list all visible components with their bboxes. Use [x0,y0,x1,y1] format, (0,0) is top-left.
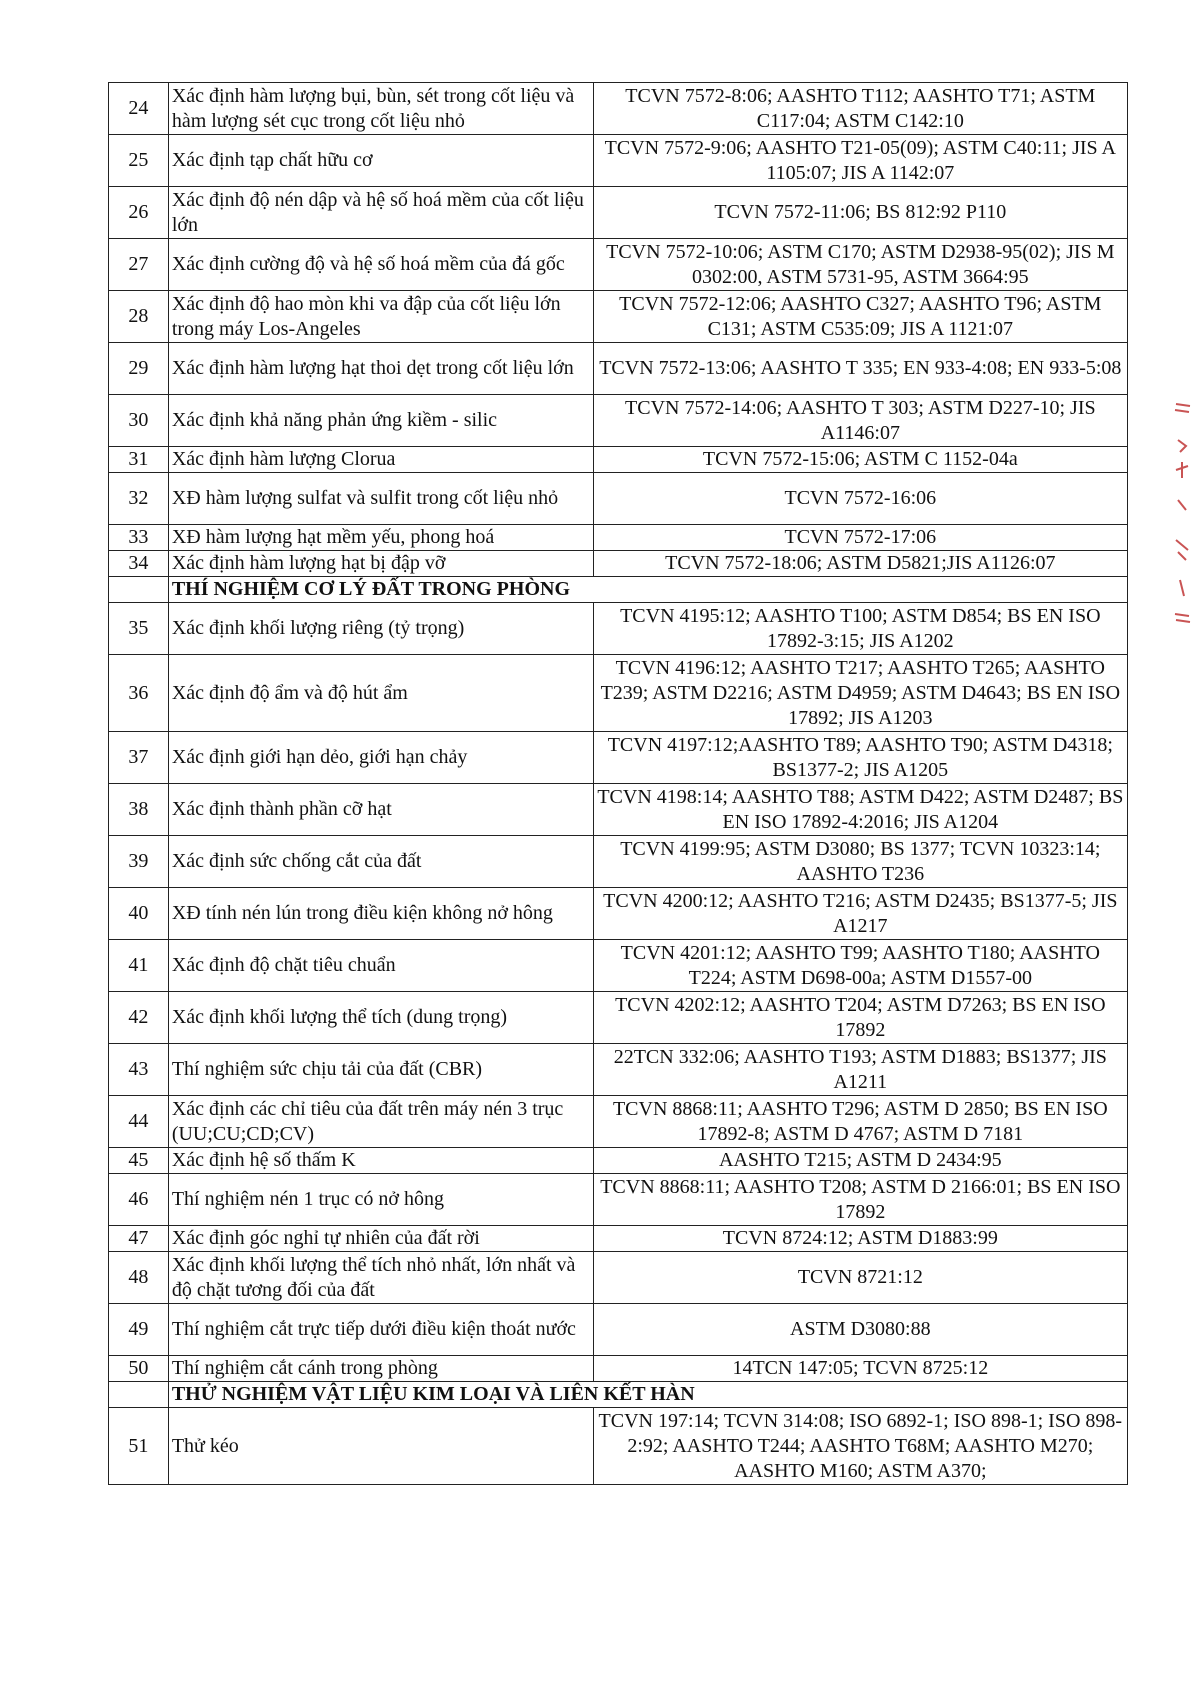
test-name: Xác định hàm lượng hạt thoi dẹt trong cốt liệu lớn [168,343,593,395]
test-name: XĐ tính nén lún trong điều kiện không nở hông [168,888,593,940]
standard-refs: TCVN 7572-17:06 [593,525,1127,551]
row-number: 28 [109,291,169,343]
test-name: Thử kéo [168,1408,593,1485]
test-name: Thí nghiệm sức chịu tải của đất (CBR) [168,1044,593,1096]
row-number: 31 [109,447,169,473]
section-row [109,1382,1128,1408]
standard-refs: TCVN 4199:95; ASTM D3080; BS 1377; TCVN 10323:14; AASHTO T236 [593,836,1127,888]
test-name: XĐ hàm lượng sulfat và sulfit trong cốt liệu nhỏ [168,473,593,525]
row-number: 40 [109,888,169,940]
test-name: Xác định thành phần cỡ hạt [168,784,593,836]
table-row [109,135,1128,187]
test-name: Xác định các chỉ tiêu của đất trên máy nén 3 trục (UU;CU;CD;CV) [168,1096,593,1148]
test-name: Xác định khả năng phản ứng kiềm - silic [168,395,593,447]
standard-refs: TCVN 4202:12; AASHTO T204; ASTM D7263; BS EN ISO 17892 [593,992,1127,1044]
test-name: Xác định độ hao mòn khi va đập của cốt liệu lớn trong máy Los-Angeles [168,291,593,343]
table-row [109,473,1128,525]
table-row [109,888,1128,940]
standard-refs: TCVN 4197:12;AASHTO T89; AASHTO T90; ASTM D4318; BS1377-2; JIS A1205 [593,732,1127,784]
table-row [109,447,1128,473]
test-name: Xác định khối lượng riêng (tỷ trọng) [168,603,593,655]
row-number: 45 [109,1148,169,1174]
row-number: 29 [109,343,169,395]
row-number: 25 [109,135,169,187]
test-name: Xác định hàm lượng bụi, bùn, sét trong cốt liệu và hàm lượng sét cục trong cốt liệu nhỏ [168,83,593,135]
standard-refs: TCVN 197:14; TCVN 314:08; ISO 6892-1; ISO 898-1; ISO 898-2:92; AASHTO T244; AASHTO T68M; AASHTO M270; AASHTO M160; ASTM A370; [593,1408,1127,1485]
standard-refs: TCVN 4198:14; AASHTO T88; ASTM D422; ASTM D2487; BS EN ISO 17892-4:2016; JIS A1204 [593,784,1127,836]
standard-refs: TCVN 7572-16:06 [593,473,1127,525]
table-row [109,655,1128,732]
table-row [109,603,1128,655]
section-row [109,577,1128,603]
standard-refs: TCVN 7572-11:06; BS 812:92 P110 [593,187,1127,239]
table-row [109,1044,1128,1096]
section-title-soil: THÍ NGHIỆM CƠ LÝ ĐẤT TRONG PHÒNG [168,577,1127,603]
row-number: 43 [109,1044,169,1096]
table-row [109,1356,1128,1382]
standard-refs: TCVN 7572-13:06; AASHTO T 335; EN 933-4:08; EN 933-5:08 [593,343,1127,395]
row-number: 47 [109,1226,169,1252]
table-row [109,732,1128,784]
row-number: 38 [109,784,169,836]
row-number: 36 [109,655,169,732]
table-row [109,83,1128,135]
row-number: 51 [109,1408,169,1485]
table-row [109,1304,1128,1356]
standard-refs: TCVN 8721:12 [593,1252,1127,1304]
row-number: 27 [109,239,169,291]
test-name: Xác định độ chặt tiêu chuẩn [168,940,593,992]
table-row [109,525,1128,551]
table-row [109,992,1128,1044]
table-row [109,1096,1128,1148]
table-row [109,187,1128,239]
test-name: Xác định hàm lượng Clorua [168,447,593,473]
test-name: Xác định độ ẩm và độ hút ẩm [168,655,593,732]
standard-refs: TCVN 4201:12; AASHTO T99; AASHTO T180; AASHTO T224; ASTM D698-00a; ASTM D1557-00 [593,940,1127,992]
row-number: 33 [109,525,169,551]
standard-refs: 14TCN 147:05; TCVN 8725:12 [593,1356,1127,1382]
table-row [109,1174,1128,1226]
standard-refs: TCVN 7572-14:06; AASHTO T 303; ASTM D227-10; JIS A1146:07 [593,395,1127,447]
row-number: 32 [109,473,169,525]
standards-table [108,82,1128,1485]
standard-refs: TCVN 7572-12:06; AASHTO C327; AASHTO T96; ASTM C131; ASTM C535:09; JIS A 1121:07 [593,291,1127,343]
table-row [109,291,1128,343]
row-number: 26 [109,187,169,239]
standard-refs: TCVN 7572-15:06; ASTM C 1152-04a [593,447,1127,473]
table-row [109,239,1128,291]
row-number: 49 [109,1304,169,1356]
standard-refs: TCVN 8868:11; AASHTO T296; ASTM D 2850; BS EN ISO 17892-8; ASTM D 4767; ASTM D 7181 [593,1096,1127,1148]
table-row [109,1408,1128,1485]
standard-refs: TCVN 4196:12; AASHTO T217; AASHTO T265; AASHTO T239; ASTM D2216; ASTM D4959; ASTM D4643; BS EN ISO 17892; JIS A1203 [593,655,1127,732]
row-number: 50 [109,1356,169,1382]
standard-refs: TCVN 4200:12; AASHTO T216; ASTM D2435; BS1377-5; JIS A1217 [593,888,1127,940]
row-number: 39 [109,836,169,888]
table-row [109,1252,1128,1304]
row-number: 35 [109,603,169,655]
table-row [109,1148,1128,1174]
row-number: 37 [109,732,169,784]
row-number: 48 [109,1252,169,1304]
row-number: 44 [109,1096,169,1148]
row-number: 24 [109,83,169,135]
test-name: Xác định hàm lượng hạt bị đập vỡ [168,551,593,577]
standard-refs: TCVN 8724:12; ASTM D1883:99 [593,1226,1127,1252]
stamp-fragment-icon [1172,400,1192,630]
table-row [109,551,1128,577]
test-name: Xác định hệ số thấm K [168,1148,593,1174]
row-number: 42 [109,992,169,1044]
standard-refs: 22TCN 332:06; AASHTO T193; ASTM D1883; BS1377; JIS A1211 [593,1044,1127,1096]
row-number: 46 [109,1174,169,1226]
standard-refs: AASHTO T215; ASTM D 2434:95 [593,1148,1127,1174]
section-title-metal: THỬ NGHIỆM VẬT LIỆU KIM LOẠI VÀ LIÊN KẾT HÀN [168,1382,1127,1408]
standard-refs: TCVN 4195:12; AASHTO T100; ASTM D854; BS EN ISO 17892-3:15; JIS A1202 [593,603,1127,655]
standard-refs: TCVN 7572-9:06; AASHTO T21-05(09); ASTM C40:11; JIS A 1105:07; JIS A 1142:07 [593,135,1127,187]
standard-refs: TCVN 7572-8:06; AASHTO T112; AASHTO T71; ASTM C117:04; ASTM C142:10 [593,83,1127,135]
row-number: 30 [109,395,169,447]
test-name: Xác định giới hạn dẻo, giới hạn chảy [168,732,593,784]
row-number: 41 [109,940,169,992]
test-name: Xác định khối lượng thể tích nhỏ nhất, lớn nhất và độ chặt tương đối của đất [168,1252,593,1304]
test-name: Thí nghiệm cắt cánh trong phòng [168,1356,593,1382]
test-name: Xác định tạp chất hữu cơ [168,135,593,187]
table-row [109,395,1128,447]
test-name: Xác định cường độ và hệ số hoá mềm của đá gốc [168,239,593,291]
standard-refs: ASTM D3080:88 [593,1304,1127,1356]
standard-refs: TCVN 7572-10:06; ASTM C170; ASTM D2938-95(02); JIS M 0302:00, ASTM 5731-95, ASTM 3664:95 [593,239,1127,291]
table-row [109,940,1128,992]
row-number: 34 [109,551,169,577]
test-name: XĐ hàm lượng hạt mềm yếu, phong hoá [168,525,593,551]
table-row [109,836,1128,888]
test-name: Xác định góc nghỉ tự nhiên của đất rời [168,1226,593,1252]
standard-refs: TCVN 7572-18:06; ASTM D5821;JIS A1126:07 [593,551,1127,577]
test-name: Xác định sức chống cắt của đất [168,836,593,888]
table-row [109,1226,1128,1252]
test-name: Xác định độ nén dập và hệ số hoá mềm của cốt liệu lớn [168,187,593,239]
test-name: Xác định khối lượng thể tích (dung trọng) [168,992,593,1044]
table-row [109,784,1128,836]
test-name: Thí nghiệm cắt trực tiếp dưới điều kiện thoát nước [168,1304,593,1356]
table-row [109,343,1128,395]
test-name: Thí nghiệm nén 1 trục có nở hông [168,1174,593,1226]
standard-refs: TCVN 8868:11; AASHTO T208; ASTM D 2166:01; BS EN ISO 17892 [593,1174,1127,1226]
